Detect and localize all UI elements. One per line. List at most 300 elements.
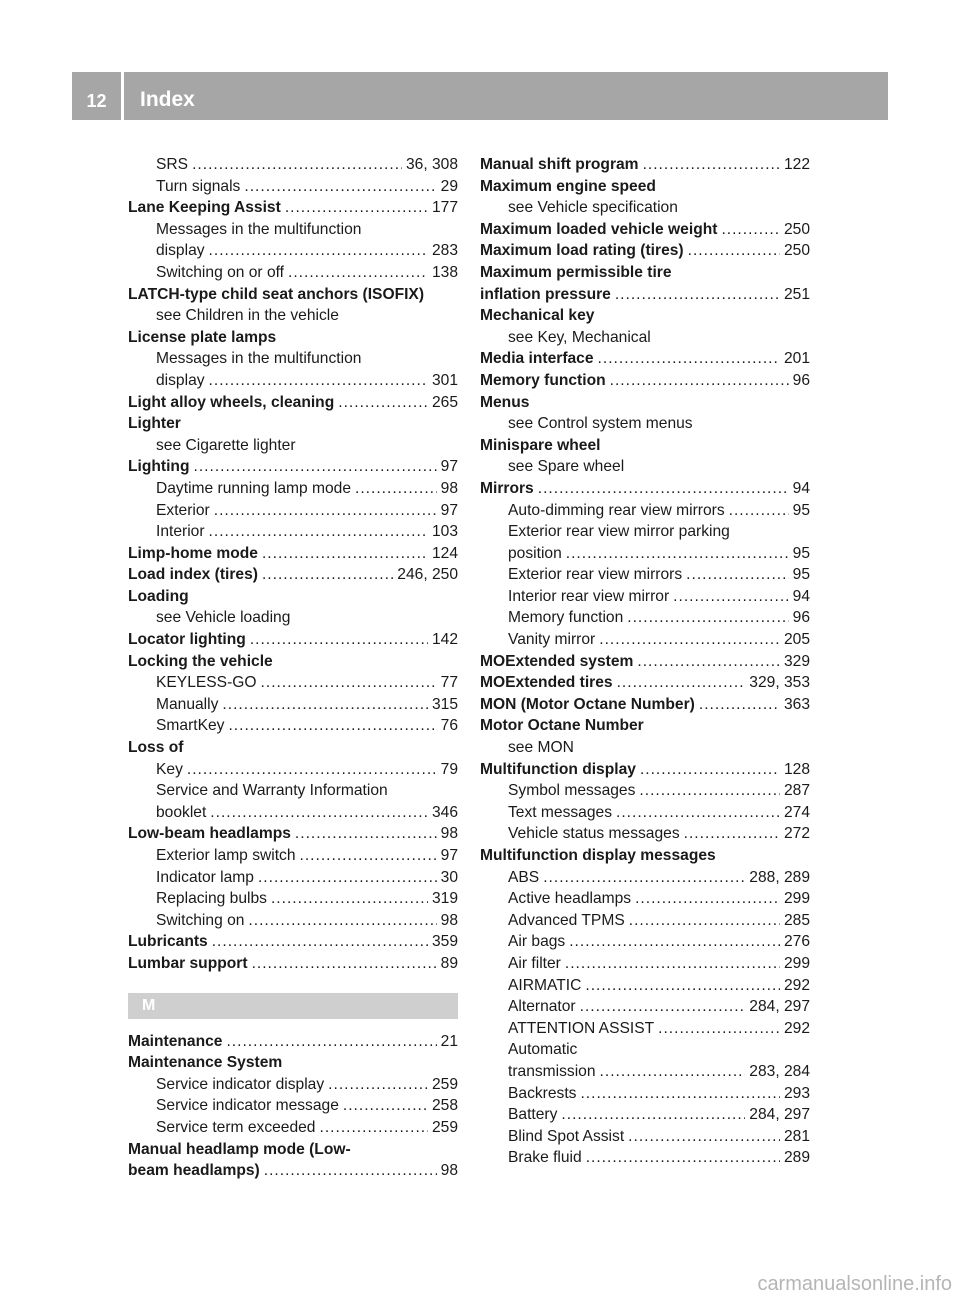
index-subentry	[480, 953, 810, 975]
dot-leader	[343, 1095, 428, 1117]
entry-label: Maximum loaded vehicle weight	[480, 220, 718, 238]
entry-label: Key	[156, 760, 183, 778]
page-reference[interactable]: 122	[783, 156, 810, 173]
index-subentry	[480, 737, 810, 759]
entry-label: Maximum load rating (tires)	[480, 242, 684, 260]
index-subentry	[480, 197, 810, 219]
page-reference[interactable]: 142	[431, 631, 458, 649]
entry-label: Loading	[128, 587, 189, 605]
entry-label: Lane Keeping Assist	[128, 199, 281, 217]
dot-leader	[226, 1031, 436, 1053]
entry-label: Multifunction display messages	[480, 847, 716, 864]
dot-leader	[228, 715, 436, 737]
dot-leader	[615, 284, 780, 306]
index-entry	[480, 694, 810, 716]
entry-label: SRS	[156, 156, 189, 173]
page-reference[interactable]: 265	[431, 393, 458, 411]
entry-label: Locator lighting	[128, 631, 246, 649]
page-reference[interactable]: 201	[783, 350, 810, 368]
index-entry	[128, 327, 458, 349]
entry-label: Manually	[156, 695, 219, 713]
index-entry	[480, 435, 810, 457]
index-subentry	[128, 435, 458, 457]
entry-label: Low-beam headlamps	[128, 825, 291, 843]
index-subentry	[480, 975, 810, 997]
dot-leader	[192, 154, 402, 176]
section-heading: M	[128, 993, 458, 1019]
index-subentry	[480, 327, 810, 349]
index-subentry	[480, 888, 810, 910]
index-subentry	[480, 802, 810, 824]
page-reference[interactable]: 346	[431, 803, 458, 821]
page-reference[interactable]: 250	[783, 220, 810, 238]
index-subentry	[128, 348, 458, 370]
dot-leader	[688, 240, 780, 262]
page-reference[interactable]: 30	[440, 868, 458, 886]
entry-label: Media interface	[480, 350, 594, 368]
dot-leader	[628, 1126, 780, 1148]
entry-label: Auto-dimming rear view mirrors	[508, 501, 725, 519]
entry-label: Interior	[156, 523, 205, 541]
entry-label: Maintenance	[128, 1032, 223, 1050]
entry-label: Alternator	[508, 998, 576, 1016]
page-reference[interactable]: 97	[440, 501, 458, 519]
index-entry	[128, 456, 458, 478]
page-reference[interactable]: 76	[440, 717, 458, 735]
index-entry	[480, 219, 810, 241]
index-subentry	[128, 867, 458, 889]
entry-label: Service indicator display	[156, 1075, 325, 1093]
entry-label: Lumbar support	[128, 954, 248, 972]
index-entry	[480, 262, 810, 284]
index-entry	[128, 197, 458, 219]
entry-label: AIRMATIC	[508, 976, 582, 994]
entry-label: Indicator lamp	[156, 868, 254, 886]
page-reference[interactable]: 246, 250	[397, 566, 458, 584]
dot-leader	[673, 586, 788, 608]
page-reference[interactable]: 77	[440, 674, 458, 692]
entry-label: Maximum permissible tire	[480, 263, 672, 281]
page-reference[interactable]: 272	[783, 825, 810, 843]
dot-leader	[271, 888, 428, 910]
page-reference[interactable]: 94	[792, 479, 810, 497]
dot-leader	[586, 1147, 780, 1169]
dot-leader	[561, 1104, 745, 1126]
index-entry	[128, 586, 458, 608]
dot-leader	[600, 1061, 746, 1083]
entry-label: Brake fluid	[508, 1149, 582, 1167]
index-subentry	[480, 586, 810, 608]
entry-label: Locking the vehicle	[128, 652, 273, 670]
entry-label: transmission	[508, 1062, 596, 1080]
entry-label: Backrests	[508, 1084, 577, 1102]
dot-leader	[569, 931, 780, 953]
page-reference[interactable]: 98	[440, 911, 458, 929]
page-reference[interactable]: 258	[431, 1097, 458, 1115]
index-entry	[128, 953, 458, 975]
page-reference[interactable]: 97	[440, 847, 458, 864]
index-entry	[128, 392, 458, 414]
dot-leader	[209, 370, 428, 392]
index-entry	[480, 478, 810, 500]
index-subentry	[128, 1074, 458, 1096]
entry-label: SmartKey	[156, 717, 225, 735]
index-subentry	[128, 802, 458, 824]
index-subentry	[480, 1147, 810, 1169]
entry-label: see Vehicle specification	[508, 199, 678, 217]
index-subentry	[480, 1083, 810, 1105]
page-reference[interactable]: 283, 284	[749, 1062, 810, 1080]
page-reference[interactable]: 274	[783, 803, 810, 821]
entry-label: MOExtended system	[480, 652, 634, 670]
dot-leader	[261, 672, 437, 694]
index-entry	[480, 284, 810, 306]
entry-label: Battery	[508, 1106, 558, 1124]
dot-leader	[248, 910, 436, 932]
entry-label: Exterior	[156, 501, 210, 519]
page-reference[interactable]: 98	[440, 1162, 458, 1180]
index-entry	[480, 305, 810, 327]
entry-label: Replacing bulbs	[156, 890, 267, 908]
index-subentry	[480, 1039, 810, 1061]
index-entry	[128, 284, 458, 306]
page-reference[interactable]: 281	[783, 1127, 810, 1145]
page-reference[interactable]: 292	[783, 1019, 810, 1037]
dot-leader	[543, 867, 745, 889]
index-column-right	[480, 154, 810, 1169]
dot-leader	[209, 240, 428, 262]
index-subentry	[128, 521, 458, 543]
index-subentry	[128, 672, 458, 694]
entry-label: Motor Octane Number	[480, 717, 644, 735]
dot-leader	[244, 176, 436, 198]
index-entry	[480, 392, 810, 414]
page-reference[interactable]: 259	[431, 1075, 458, 1093]
page-reference[interactable]: 359	[431, 933, 458, 951]
entry-label: Maximum engine speed	[480, 177, 656, 195]
page-reference[interactable]: 329, 353	[749, 674, 810, 692]
dot-leader	[319, 1117, 427, 1139]
page-reference[interactable]: 95	[792, 501, 810, 519]
index-subentry	[128, 219, 458, 241]
entry-label: Air filter	[508, 954, 561, 972]
entry-label: Symbol messages	[508, 782, 636, 800]
index-entry	[128, 1139, 458, 1161]
dot-leader	[285, 197, 428, 219]
dot-leader	[258, 867, 437, 889]
page-reference[interactable]: 21	[440, 1032, 458, 1050]
index-subentry	[128, 759, 458, 781]
entry-label: Light alloy wheels, cleaning	[128, 393, 335, 411]
dot-leader	[643, 154, 780, 176]
entry-label: Service and Warranty Information	[156, 782, 388, 800]
entry-label: Exterior rear view mirrors	[508, 566, 683, 584]
entry-label: KEYLESS-GO	[156, 674, 257, 692]
entry-label: Text messages	[508, 803, 613, 821]
entry-label: Minispare wheel	[480, 436, 601, 454]
page-reference[interactable]: 95	[792, 566, 810, 584]
page-reference[interactable]: 299	[783, 954, 810, 972]
index-column-left	[128, 154, 458, 1182]
page-reference[interactable]: 128	[783, 760, 810, 778]
index-entry	[480, 651, 810, 673]
entry-label: Exterior rear view mirror parking	[508, 523, 730, 541]
entry-label: see Key, Mechanical	[508, 328, 651, 346]
dot-leader	[252, 953, 437, 975]
page-title: Index	[140, 88, 195, 111]
dot-leader	[585, 975, 780, 997]
page-reference[interactable]: 95	[792, 544, 810, 562]
dot-leader	[262, 564, 393, 586]
page-reference[interactable]: 89	[440, 954, 458, 972]
entry-label: Lighting	[128, 458, 190, 476]
page-reference[interactable]: 103	[431, 523, 458, 541]
page-reference[interactable]: 79	[440, 760, 458, 778]
entry-label: Limp-home mode	[128, 544, 258, 562]
dot-leader	[598, 348, 780, 370]
entry-label: Vanity mirror	[508, 631, 596, 649]
index-subentry	[480, 1018, 810, 1040]
page-reference[interactable]: 329	[783, 652, 810, 670]
index-entry	[128, 823, 458, 845]
watermark: carmanualsonline.info	[757, 1273, 952, 1295]
dot-leader	[300, 845, 437, 867]
index-entry	[128, 1160, 458, 1182]
index-entry	[480, 348, 810, 370]
index-subentry	[480, 1104, 810, 1126]
index-subentry	[128, 1095, 458, 1117]
page-reference[interactable]: 289	[783, 1149, 810, 1167]
dot-leader	[639, 780, 780, 802]
entry-label: see MON	[508, 739, 574, 757]
index-subentry	[480, 996, 810, 1018]
index-subentry	[128, 888, 458, 910]
entry-label: Manual shift program	[480, 156, 639, 173]
index-entry	[128, 1052, 458, 1074]
index-subentry	[480, 910, 810, 932]
index-entry	[480, 240, 810, 262]
index-entry	[480, 715, 810, 737]
index-subentry	[128, 910, 458, 932]
entry-label: Active headlamps	[508, 890, 632, 908]
page-reference[interactable]: 138	[431, 263, 458, 281]
dot-leader	[640, 759, 780, 781]
page-reference[interactable]: 96	[792, 609, 810, 627]
index-entry	[480, 845, 810, 867]
page-reference[interactable]: 288, 289	[749, 868, 810, 886]
index-entry	[128, 737, 458, 759]
index-entry	[480, 370, 810, 392]
page-reference[interactable]: 283	[431, 242, 458, 260]
entry-label: see Control system menus	[508, 415, 693, 433]
dot-leader	[617, 672, 746, 694]
page-reference[interactable]: 205	[783, 631, 810, 649]
page-reference[interactable]: 363	[783, 695, 810, 713]
entry-label: Messages in the multifunction	[156, 220, 362, 238]
dot-leader	[699, 694, 780, 716]
entry-label: ABS	[508, 868, 540, 886]
index-subentry	[480, 867, 810, 889]
dot-leader	[566, 543, 789, 565]
index-subentry	[480, 607, 810, 629]
page-reference[interactable]: 285	[783, 911, 810, 929]
entry-label: Maintenance System	[128, 1054, 283, 1072]
index-entry	[128, 1031, 458, 1053]
entry-label: License plate lamps	[128, 328, 277, 346]
dot-leader	[580, 1083, 780, 1105]
page-reference[interactable]: 276	[783, 933, 810, 951]
page-reference[interactable]: 259	[431, 1118, 458, 1136]
page-reference[interactable]: 299	[783, 890, 810, 908]
dot-leader	[629, 910, 780, 932]
entry-label: Service indicator message	[156, 1097, 339, 1115]
index-subentry	[128, 500, 458, 522]
page-reference[interactable]: 315	[431, 695, 458, 713]
index-subentry	[128, 262, 458, 284]
page-reference[interactable]: 36, 308	[405, 156, 458, 173]
entry-label: Blind Spot Assist	[508, 1127, 625, 1145]
dot-leader	[193, 456, 436, 478]
dot-leader	[262, 543, 428, 565]
index-entry	[128, 413, 458, 435]
dot-leader	[658, 1018, 780, 1040]
index-subentry	[480, 823, 810, 845]
entry-label: Mirrors	[480, 479, 534, 497]
entry-label: Mechanical key	[480, 307, 595, 325]
entry-label: see Spare wheel	[508, 458, 625, 476]
dot-leader	[599, 629, 780, 651]
page-reference[interactable]: 287	[783, 782, 810, 800]
entry-label: MOExtended tires	[480, 674, 613, 692]
entry-label: Air bags	[508, 933, 566, 951]
index-subentry	[480, 780, 810, 802]
entry-label: Menus	[480, 393, 530, 411]
dot-leader	[288, 262, 428, 284]
page-reference[interactable]: 284, 297	[749, 1106, 810, 1124]
entry-label: Load index (tires)	[128, 566, 258, 584]
page-reference[interactable]: 94	[792, 587, 810, 605]
entry-label: Automatic	[508, 1041, 578, 1059]
dot-leader	[729, 500, 789, 522]
index-entry	[128, 629, 458, 651]
index-entry	[480, 759, 810, 781]
page-reference[interactable]: 319	[431, 890, 458, 908]
dot-leader	[637, 651, 780, 673]
page-reference[interactable]: 301	[431, 371, 458, 389]
page-reference[interactable]: 98	[440, 479, 458, 497]
dot-leader	[264, 1160, 437, 1182]
page-reference[interactable]: 284, 297	[749, 998, 810, 1016]
dot-leader	[338, 392, 428, 414]
index-subentry	[480, 543, 810, 565]
index-entry	[128, 651, 458, 673]
index-entry	[128, 564, 458, 586]
dot-leader	[328, 1074, 428, 1096]
index-subentry	[128, 780, 458, 802]
page-reference[interactable]: 251	[783, 285, 810, 303]
page-reference[interactable]: 250	[783, 242, 810, 260]
entry-label: booklet	[156, 803, 207, 821]
dot-leader	[580, 996, 746, 1018]
index-subentry	[480, 413, 810, 435]
entry-label: Daytime running lamp mode	[156, 479, 352, 497]
entry-label: Vehicle status messages	[508, 825, 680, 843]
entry-label: Service term exceeded	[156, 1118, 316, 1136]
dot-leader	[355, 478, 437, 500]
page-reference[interactable]: 97	[440, 458, 458, 476]
index-subentry	[480, 629, 810, 651]
index-entry	[480, 672, 810, 694]
page-number: 12	[72, 72, 124, 120]
dot-leader	[212, 931, 428, 953]
index-entry	[480, 154, 810, 176]
dot-leader	[222, 694, 428, 716]
entry-label: Lubricants	[128, 933, 208, 951]
index-subentry	[128, 1117, 458, 1139]
entry-label: inflation pressure	[480, 285, 611, 303]
page-reference[interactable]: 124	[431, 544, 458, 562]
entry-label: Lighter	[128, 415, 181, 433]
entry-label: position	[508, 544, 562, 562]
page-reference[interactable]: 293	[783, 1084, 810, 1102]
index-entry	[480, 176, 810, 198]
dot-leader	[214, 500, 437, 522]
index-subentry	[480, 564, 810, 586]
page-reference[interactable]: 96	[792, 371, 810, 389]
dot-leader	[565, 953, 780, 975]
index-subentry	[480, 456, 810, 478]
index-entry	[128, 931, 458, 953]
dot-leader	[686, 564, 788, 586]
dot-leader	[209, 521, 428, 543]
index-subentry	[128, 305, 458, 327]
dot-leader	[684, 823, 780, 845]
index-subentry	[480, 500, 810, 522]
entry-label: beam headlamps)	[128, 1162, 260, 1180]
entry-label: ATTENTION ASSIST	[508, 1019, 655, 1037]
entry-label: Turn signals	[156, 177, 241, 195]
entry-label: Interior rear view mirror	[508, 587, 670, 605]
page-reference[interactable]: 29	[440, 177, 458, 195]
entry-label: Manual headlamp mode (Low-	[128, 1140, 351, 1158]
entry-label: see Cigarette lighter	[156, 436, 296, 454]
entry-label: Memory function	[508, 609, 624, 627]
dot-leader	[610, 370, 789, 392]
entry-label: Advanced TPMS	[508, 911, 625, 929]
page-reference[interactable]: 98	[440, 825, 458, 843]
index-subentry	[128, 607, 458, 629]
index-subentry	[128, 715, 458, 737]
index-subentry	[128, 845, 458, 867]
dot-leader	[616, 802, 780, 824]
dot-leader	[721, 219, 780, 241]
index-subentry	[480, 1061, 810, 1083]
dot-leader	[210, 802, 428, 824]
dot-leader	[187, 759, 437, 781]
entry-label: Exterior lamp switch	[156, 847, 296, 864]
entry-label: see Vehicle loading	[156, 609, 291, 627]
page-reference[interactable]: 292	[783, 976, 810, 994]
entry-label: see Children in the vehicle	[156, 307, 339, 325]
index-subentry	[128, 694, 458, 716]
entry-label: Switching on	[156, 911, 245, 929]
index-subentry	[480, 1126, 810, 1148]
entry-label: Messages in the multifunction	[156, 350, 362, 368]
entry-label: Memory function	[480, 371, 606, 389]
dot-leader	[250, 629, 428, 651]
index-subentry	[128, 154, 458, 176]
page-reference[interactable]: 177	[431, 199, 458, 217]
